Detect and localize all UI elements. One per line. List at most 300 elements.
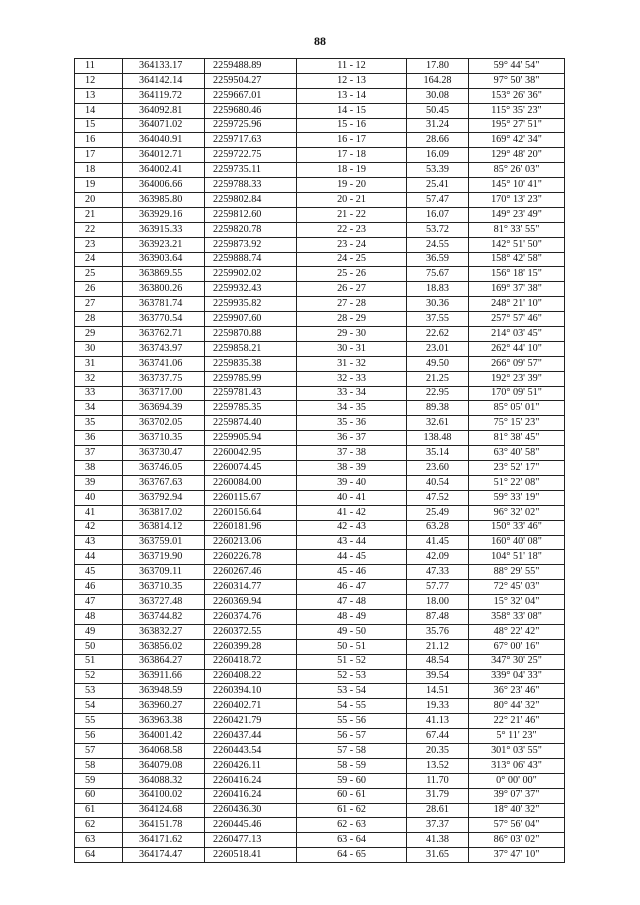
- segment-cell: 50 - 51: [297, 639, 407, 654]
- length-cell: 75.67: [407, 267, 469, 282]
- segment-cell: 55 - 56: [297, 714, 407, 729]
- segment-cell: 46 - 47: [297, 580, 407, 595]
- bearing-cell: 85° 05' 01": [469, 401, 565, 416]
- point-number-cell: 36: [75, 431, 123, 446]
- x-coordinate-cell: 363710.35: [123, 580, 205, 595]
- length-cell: 164.28: [407, 73, 469, 88]
- length-cell: 16.07: [407, 207, 469, 222]
- y-coordinate-cell: 2260436.30: [205, 803, 297, 818]
- y-coordinate-cell: 2259667.01: [205, 88, 297, 103]
- bearing-cell: 39° 07' 37": [469, 788, 565, 803]
- x-coordinate-cell: 364001.42: [123, 729, 205, 744]
- x-coordinate-cell: 363719.90: [123, 550, 205, 565]
- table-row: [75, 609, 565, 624]
- table-row: [75, 431, 565, 446]
- length-cell: 53.72: [407, 222, 469, 237]
- segment-cell: 41 - 42: [297, 505, 407, 520]
- y-coordinate-cell: 2259835.38: [205, 356, 297, 371]
- y-coordinate-cell: 2259888.74: [205, 252, 297, 267]
- point-number-cell: 33: [75, 386, 123, 401]
- length-cell: 42.09: [407, 550, 469, 565]
- table-row: [75, 312, 565, 327]
- segment-cell: 57 - 58: [297, 743, 407, 758]
- table-row: [75, 148, 565, 163]
- y-coordinate-cell: 2260437.44: [205, 729, 297, 744]
- length-cell: 37.55: [407, 312, 469, 327]
- point-number-cell: 55: [75, 714, 123, 729]
- x-coordinate-cell: 363730.47: [123, 446, 205, 461]
- x-coordinate-cell: 363762.71: [123, 327, 205, 342]
- table-row: [75, 88, 565, 103]
- segment-cell: 44 - 45: [297, 550, 407, 565]
- segment-cell: 18 - 19: [297, 163, 407, 178]
- table-row: [75, 550, 565, 565]
- length-cell: 41.13: [407, 714, 469, 729]
- x-coordinate-cell: 363869.55: [123, 267, 205, 282]
- segment-cell: 33 - 34: [297, 386, 407, 401]
- segment-cell: 53 - 54: [297, 684, 407, 699]
- table-row: [75, 193, 565, 208]
- table-row: [75, 699, 565, 714]
- y-coordinate-cell: 2259735.11: [205, 163, 297, 178]
- table-row: [75, 461, 565, 476]
- point-number-cell: 28: [75, 312, 123, 327]
- point-number-cell: 43: [75, 535, 123, 550]
- table-row: [75, 639, 565, 654]
- segment-cell: 31 - 32: [297, 356, 407, 371]
- table-row: [75, 758, 565, 773]
- y-coordinate-cell: 2259785.35: [205, 401, 297, 416]
- bearing-cell: 80° 44' 32": [469, 699, 565, 714]
- segment-cell: 61 - 62: [297, 803, 407, 818]
- y-coordinate-cell: 2260443.54: [205, 743, 297, 758]
- bearing-cell: 313° 06' 43": [469, 758, 565, 773]
- length-cell: 47.33: [407, 565, 469, 580]
- bearing-cell: 145° 10' 41": [469, 178, 565, 193]
- segment-cell: 60 - 61: [297, 788, 407, 803]
- length-cell: 50.45: [407, 103, 469, 118]
- point-number-cell: 23: [75, 237, 123, 252]
- point-number-cell: 22: [75, 222, 123, 237]
- point-number-cell: 57: [75, 743, 123, 758]
- length-cell: 48.54: [407, 654, 469, 669]
- y-coordinate-cell: 2260477.13: [205, 833, 297, 848]
- length-cell: 41.38: [407, 833, 469, 848]
- y-coordinate-cell: 2260074.45: [205, 461, 297, 476]
- x-coordinate-cell: 363929.16: [123, 207, 205, 222]
- segment-cell: 63 - 64: [297, 833, 407, 848]
- point-number-cell: 21: [75, 207, 123, 222]
- table-row: [75, 386, 565, 401]
- y-coordinate-cell: 2260369.94: [205, 595, 297, 610]
- bearing-cell: 192° 23' 39": [469, 371, 565, 386]
- x-coordinate-cell: 364100.02: [123, 788, 205, 803]
- segment-cell: 47 - 48: [297, 595, 407, 610]
- x-coordinate-cell: 363702.05: [123, 416, 205, 431]
- length-cell: 18.83: [407, 282, 469, 297]
- length-cell: 67.44: [407, 729, 469, 744]
- table-row: [75, 505, 565, 520]
- segment-cell: 52 - 53: [297, 669, 407, 684]
- y-coordinate-cell: 2260518.41: [205, 848, 297, 863]
- bearing-cell: 88° 29' 55": [469, 565, 565, 580]
- segment-cell: 39 - 40: [297, 475, 407, 490]
- table-row: [75, 803, 565, 818]
- table-row: [75, 654, 565, 669]
- point-number-cell: 56: [75, 729, 123, 744]
- table-row: [75, 252, 565, 267]
- length-cell: 25.49: [407, 505, 469, 520]
- length-cell: 47.52: [407, 490, 469, 505]
- point-number-cell: 11: [75, 59, 123, 74]
- x-coordinate-cell: 364040.91: [123, 133, 205, 148]
- bearing-cell: 18° 40' 32": [469, 803, 565, 818]
- x-coordinate-cell: 363727.48: [123, 595, 205, 610]
- segment-cell: 12 - 13: [297, 73, 407, 88]
- x-coordinate-cell: 363856.02: [123, 639, 205, 654]
- x-coordinate-cell: 363800.26: [123, 282, 205, 297]
- bearing-cell: 170° 13' 23": [469, 193, 565, 208]
- segment-cell: 36 - 37: [297, 431, 407, 446]
- length-cell: 49.50: [407, 356, 469, 371]
- point-number-cell: 42: [75, 520, 123, 535]
- y-coordinate-cell: 2259820.78: [205, 222, 297, 237]
- length-cell: 21.12: [407, 639, 469, 654]
- table-row: [75, 580, 565, 595]
- x-coordinate-cell: 364174.47: [123, 848, 205, 863]
- segment-cell: 17 - 18: [297, 148, 407, 163]
- point-number-cell: 18: [75, 163, 123, 178]
- point-number-cell: 59: [75, 773, 123, 788]
- segment-cell: 38 - 39: [297, 461, 407, 476]
- length-cell: 32.61: [407, 416, 469, 431]
- bearing-cell: 301° 03' 55": [469, 743, 565, 758]
- x-coordinate-cell: 363911.66: [123, 669, 205, 684]
- y-coordinate-cell: 2260418.72: [205, 654, 297, 669]
- bearing-cell: 22° 21' 46": [469, 714, 565, 729]
- y-coordinate-cell: 2259907.60: [205, 312, 297, 327]
- segment-cell: 42 - 43: [297, 520, 407, 535]
- length-cell: 31.79: [407, 788, 469, 803]
- point-number-cell: 58: [75, 758, 123, 773]
- bearing-cell: 85° 26' 03": [469, 163, 565, 178]
- point-number-cell: 19: [75, 178, 123, 193]
- point-number-cell: 49: [75, 624, 123, 639]
- y-coordinate-cell: 2260226.78: [205, 550, 297, 565]
- table-row: [75, 327, 565, 342]
- table-row: [75, 624, 565, 639]
- x-coordinate-cell: 364119.72: [123, 88, 205, 103]
- segment-cell: 45 - 46: [297, 565, 407, 580]
- point-number-cell: 24: [75, 252, 123, 267]
- y-coordinate-cell: 2260042.95: [205, 446, 297, 461]
- segment-cell: 64 - 65: [297, 848, 407, 863]
- segment-cell: 20 - 21: [297, 193, 407, 208]
- x-coordinate-cell: 363741.06: [123, 356, 205, 371]
- point-number-cell: 46: [75, 580, 123, 595]
- y-coordinate-cell: 2259788.33: [205, 178, 297, 193]
- length-cell: 25.41: [407, 178, 469, 193]
- point-number-cell: 45: [75, 565, 123, 580]
- x-coordinate-cell: 363903.64: [123, 252, 205, 267]
- bearing-cell: 57° 56' 04": [469, 818, 565, 833]
- x-coordinate-cell: 364006.66: [123, 178, 205, 193]
- y-coordinate-cell: 2260213.06: [205, 535, 297, 550]
- y-coordinate-cell: 2259722.75: [205, 148, 297, 163]
- segment-cell: 13 - 14: [297, 88, 407, 103]
- length-cell: 138.48: [407, 431, 469, 446]
- table-row: [75, 163, 565, 178]
- segment-cell: 62 - 63: [297, 818, 407, 833]
- table-row: [75, 520, 565, 535]
- point-number-cell: 32: [75, 371, 123, 386]
- point-number-cell: 34: [75, 401, 123, 416]
- bearing-cell: 170° 09' 51": [469, 386, 565, 401]
- y-coordinate-cell: 2259870.88: [205, 327, 297, 342]
- table-row: [75, 669, 565, 684]
- x-coordinate-cell: 363767.63: [123, 475, 205, 490]
- table-row: [75, 833, 565, 848]
- x-coordinate-cell: 363709.11: [123, 565, 205, 580]
- x-coordinate-cell: 363923.21: [123, 237, 205, 252]
- length-cell: 89.38: [407, 401, 469, 416]
- table-row: [75, 207, 565, 222]
- segment-cell: 28 - 29: [297, 312, 407, 327]
- table-row: [75, 133, 565, 148]
- point-number-cell: 31: [75, 356, 123, 371]
- segment-cell: 51 - 52: [297, 654, 407, 669]
- point-number-cell: 15: [75, 118, 123, 133]
- table-row: [75, 73, 565, 88]
- segment-cell: 22 - 23: [297, 222, 407, 237]
- y-coordinate-cell: 2259680.46: [205, 103, 297, 118]
- table-row: [75, 103, 565, 118]
- table-row: [75, 446, 565, 461]
- length-cell: 19.33: [407, 699, 469, 714]
- y-coordinate-cell: 2259905.94: [205, 431, 297, 446]
- y-coordinate-cell: 2259781.43: [205, 386, 297, 401]
- x-coordinate-cell: 364068.58: [123, 743, 205, 758]
- length-cell: 30.08: [407, 88, 469, 103]
- x-coordinate-cell: 363985.80: [123, 193, 205, 208]
- point-number-cell: 41: [75, 505, 123, 520]
- length-cell: 87.48: [407, 609, 469, 624]
- y-coordinate-cell: 2260115.67: [205, 490, 297, 505]
- length-cell: 57.47: [407, 193, 469, 208]
- segment-cell: 21 - 22: [297, 207, 407, 222]
- length-cell: 21.25: [407, 371, 469, 386]
- x-coordinate-cell: 363694.39: [123, 401, 205, 416]
- bearing-cell: 129° 48' 20": [469, 148, 565, 163]
- point-number-cell: 62: [75, 818, 123, 833]
- point-number-cell: 40: [75, 490, 123, 505]
- point-number-cell: 13: [75, 88, 123, 103]
- x-coordinate-cell: 363717.00: [123, 386, 205, 401]
- length-cell: 28.61: [407, 803, 469, 818]
- y-coordinate-cell: 2259488.89: [205, 59, 297, 74]
- table-row: [75, 743, 565, 758]
- y-coordinate-cell: 2260181.96: [205, 520, 297, 535]
- length-cell: 20.35: [407, 743, 469, 758]
- y-coordinate-cell: 2259902.02: [205, 267, 297, 282]
- y-coordinate-cell: 2259504.27: [205, 73, 297, 88]
- bearing-cell: 5° 11' 23": [469, 729, 565, 744]
- y-coordinate-cell: 2260372.55: [205, 624, 297, 639]
- bearing-cell: 86° 03' 02": [469, 833, 565, 848]
- x-coordinate-cell: 363743.97: [123, 341, 205, 356]
- table-row: [75, 222, 565, 237]
- length-cell: 14.51: [407, 684, 469, 699]
- y-coordinate-cell: 2259717.63: [205, 133, 297, 148]
- segment-cell: 24 - 25: [297, 252, 407, 267]
- length-cell: 24.55: [407, 237, 469, 252]
- bearing-cell: 158° 42' 58": [469, 252, 565, 267]
- point-number-cell: 48: [75, 609, 123, 624]
- point-number-cell: 25: [75, 267, 123, 282]
- length-cell: 28.66: [407, 133, 469, 148]
- table-row: [75, 401, 565, 416]
- length-cell: 23.01: [407, 341, 469, 356]
- coordinates-table: [74, 58, 565, 863]
- table-row: [75, 788, 565, 803]
- y-coordinate-cell: 2260416.24: [205, 773, 297, 788]
- point-number-cell: 54: [75, 699, 123, 714]
- x-coordinate-cell: 364171.62: [123, 833, 205, 848]
- y-coordinate-cell: 2259785.99: [205, 371, 297, 386]
- segment-cell: 30 - 31: [297, 341, 407, 356]
- table-row: [75, 714, 565, 729]
- bearing-cell: 169° 37' 38": [469, 282, 565, 297]
- point-number-cell: 16: [75, 133, 123, 148]
- length-cell: 39.54: [407, 669, 469, 684]
- bearing-cell: 262° 44' 10": [469, 341, 565, 356]
- point-number-cell: 47: [75, 595, 123, 610]
- bearing-cell: 97° 50' 38": [469, 73, 565, 88]
- length-cell: 37.37: [407, 818, 469, 833]
- table-row: [75, 371, 565, 386]
- table-row: [75, 535, 565, 550]
- x-coordinate-cell: 364092.81: [123, 103, 205, 118]
- segment-cell: 26 - 27: [297, 282, 407, 297]
- bearing-cell: 115° 35' 23": [469, 103, 565, 118]
- point-number-cell: 17: [75, 148, 123, 163]
- x-coordinate-cell: 364012.71: [123, 148, 205, 163]
- x-coordinate-cell: 363817.02: [123, 505, 205, 520]
- segment-cell: 48 - 49: [297, 609, 407, 624]
- x-coordinate-cell: 364088.32: [123, 773, 205, 788]
- segment-cell: 19 - 20: [297, 178, 407, 193]
- length-cell: 63.28: [407, 520, 469, 535]
- length-cell: 36.59: [407, 252, 469, 267]
- bearing-cell: 15° 32' 04": [469, 595, 565, 610]
- segment-cell: 25 - 26: [297, 267, 407, 282]
- table-row: [75, 356, 565, 371]
- bearing-cell: 214° 03' 45": [469, 327, 565, 342]
- length-cell: 40.54: [407, 475, 469, 490]
- x-coordinate-cell: 363915.33: [123, 222, 205, 237]
- table-row: [75, 416, 565, 431]
- x-coordinate-cell: 363960.27: [123, 699, 205, 714]
- segment-cell: 34 - 35: [297, 401, 407, 416]
- y-coordinate-cell: 2260426.11: [205, 758, 297, 773]
- segment-cell: 32 - 33: [297, 371, 407, 386]
- x-coordinate-cell: 363963.38: [123, 714, 205, 729]
- length-cell: 23.60: [407, 461, 469, 476]
- y-coordinate-cell: 2260421.79: [205, 714, 297, 729]
- segment-cell: 29 - 30: [297, 327, 407, 342]
- table-row: [75, 341, 565, 356]
- y-coordinate-cell: 2259932.43: [205, 282, 297, 297]
- length-cell: 16.09: [407, 148, 469, 163]
- bearing-cell: 150° 33' 46": [469, 520, 565, 535]
- point-number-cell: 37: [75, 446, 123, 461]
- coordinates-table-container: [74, 58, 565, 863]
- y-coordinate-cell: 2260416.24: [205, 788, 297, 803]
- y-coordinate-cell: 2259874.40: [205, 416, 297, 431]
- table-row: [75, 118, 565, 133]
- bearing-cell: 51° 22' 08": [469, 475, 565, 490]
- bearing-cell: 142° 51' 50": [469, 237, 565, 252]
- segment-cell: 16 - 17: [297, 133, 407, 148]
- length-cell: 17.80: [407, 59, 469, 74]
- table-row: [75, 237, 565, 252]
- table-row: [75, 773, 565, 788]
- point-number-cell: 39: [75, 475, 123, 490]
- bearing-cell: 59° 44' 54": [469, 59, 565, 74]
- point-number-cell: 20: [75, 193, 123, 208]
- table-row: [75, 59, 565, 74]
- x-coordinate-cell: 363864.27: [123, 654, 205, 669]
- table-row: [75, 282, 565, 297]
- coordinates-table-body: [75, 59, 565, 863]
- table-row: [75, 818, 565, 833]
- table-row: [75, 475, 565, 490]
- y-coordinate-cell: 2259725.96: [205, 118, 297, 133]
- point-number-cell: 44: [75, 550, 123, 565]
- segment-cell: 40 - 41: [297, 490, 407, 505]
- length-cell: 31.65: [407, 848, 469, 863]
- segment-cell: 15 - 16: [297, 118, 407, 133]
- length-cell: 22.62: [407, 327, 469, 342]
- x-coordinate-cell: 363792.94: [123, 490, 205, 505]
- y-coordinate-cell: 2259802.84: [205, 193, 297, 208]
- y-coordinate-cell: 2260399.28: [205, 639, 297, 654]
- x-coordinate-cell: 363770.54: [123, 312, 205, 327]
- y-coordinate-cell: 2259812.60: [205, 207, 297, 222]
- point-number-cell: 53: [75, 684, 123, 699]
- point-number-cell: 38: [75, 461, 123, 476]
- segment-cell: 35 - 36: [297, 416, 407, 431]
- table-row: [75, 565, 565, 580]
- x-coordinate-cell: 363781.74: [123, 297, 205, 312]
- length-cell: 57.77: [407, 580, 469, 595]
- bearing-cell: 156° 18' 15": [469, 267, 565, 282]
- bearing-cell: 104° 51' 18": [469, 550, 565, 565]
- y-coordinate-cell: 2259935.82: [205, 297, 297, 312]
- point-number-cell: 52: [75, 669, 123, 684]
- segment-cell: 56 - 57: [297, 729, 407, 744]
- segment-cell: 43 - 44: [297, 535, 407, 550]
- x-coordinate-cell: 363746.05: [123, 461, 205, 476]
- table-row: [75, 595, 565, 610]
- table-row: [75, 729, 565, 744]
- y-coordinate-cell: 2260394.10: [205, 684, 297, 699]
- segment-cell: 54 - 55: [297, 699, 407, 714]
- length-cell: 53.39: [407, 163, 469, 178]
- length-cell: 18.00: [407, 595, 469, 610]
- point-number-cell: 14: [75, 103, 123, 118]
- x-coordinate-cell: 364142.14: [123, 73, 205, 88]
